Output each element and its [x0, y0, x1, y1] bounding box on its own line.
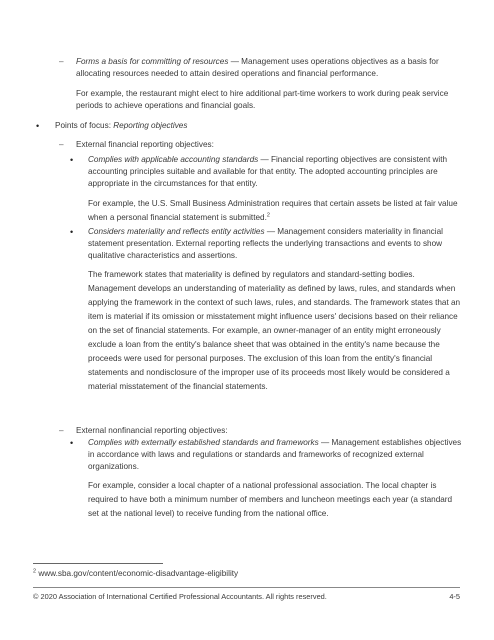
footer-divider: [33, 587, 460, 588]
footnote-ref: 2: [266, 212, 270, 219]
body-text: — Management establishes objectives in accordance with laws and regulations or standards and frameworks of recognized external organizations.: [88, 438, 462, 471]
footnote-divider: [33, 563, 163, 564]
dash-marker: –: [59, 140, 64, 149]
lead-term: Complies with externally established standards and frameworks: [88, 438, 319, 447]
bullet-marker: •: [70, 227, 74, 237]
example-text: For example, the U.S. Small Business Administration requires that certain assets be listed at fair value when a personal financial statement is submitted.: [88, 199, 458, 222]
bullet-marker: •: [36, 121, 40, 131]
example-paragraph: For example, the restaurant might elect to hire additional part-time workers to work during peak service periods to achieve operations and financial goals.: [76, 89, 449, 110]
external-nonfinancial-heading: External nonfinancial reporting objectives:: [76, 426, 228, 435]
lead-term: Forms a basis for committing of resources: [76, 57, 229, 66]
page-number: 4-5: [449, 592, 460, 601]
points-of-focus-heading: [55, 120, 455, 132]
footnote: [33, 568, 453, 580]
materiality-paragraph: [88, 226, 463, 262]
framework-paragraph: The framework states that materiality is defined by regulators and standard-setting bodies. Management develops an understanding of materiality as defined by laws, rules, and standards when applying the framework in the context of such laws, rules, and standards. The framework states that an item is material if its omission or misstatement might influence users' decisions based on their reliance on the set of financial statements. For example, an owner-manager of an entity might erroneously exclude a loan from the entity's balance sheet that was obtained in the entity's name because the proceeds were used for personal purposes. The exclusion of this loan from the entity's financial statements and nondisclosure of the improper use of its proceeds most likely would be considered a material misstatement of the financial statements.: [88, 270, 461, 391]
body-text: — Management considers materiality in financial statement presentation. External reporting reflects the underlying transactions and events to show qualitative characteristics and assertions.: [88, 227, 443, 260]
pof-prefix: Points of focus:: [55, 121, 114, 130]
body-text: — Management uses operations objectives as a basis for allocating resources needed to attain desired operations and financial performance.: [76, 57, 439, 78]
body-text: — Financial reporting objectives are consistent with accounting principles suitable and available for that entity. The adopted accounting principles are appropriate in the circumstances for that entity.: [88, 155, 448, 188]
sba-example-paragraph: [88, 197, 463, 225]
footnote-number: 2: [33, 568, 37, 575]
bullet-marker: •: [70, 155, 74, 165]
dash-marker: –: [59, 426, 64, 435]
footnote-url: www.sba.gov/content/economic-disadvantage-eligibility: [38, 569, 239, 578]
local-chapter-paragraph: For example, consider a local chapter of a national professional association. The local chapter is required to have both a minimum number of members and luncheon meetings each year (a standard set at the national level) to receive funding from the national office.: [88, 481, 453, 518]
external-financial-heading: External financial reporting objectives:: [76, 140, 214, 149]
lead-term: Complies with applicable accounting standards: [88, 155, 259, 164]
dash-marker: –: [59, 57, 64, 66]
external-standards-paragraph: [88, 437, 463, 473]
lead-term: Considers materiality and reflects entity activities: [88, 227, 265, 236]
resources-paragraph: [76, 56, 461, 80]
copyright-notice: © 2020 Association of International Certified Professional Accountants. All rights reserved.: [33, 592, 327, 601]
bullet-marker: •: [70, 438, 74, 448]
accounting-standards-paragraph: [88, 154, 463, 190]
pof-italic: Reporting objectives: [113, 121, 188, 130]
